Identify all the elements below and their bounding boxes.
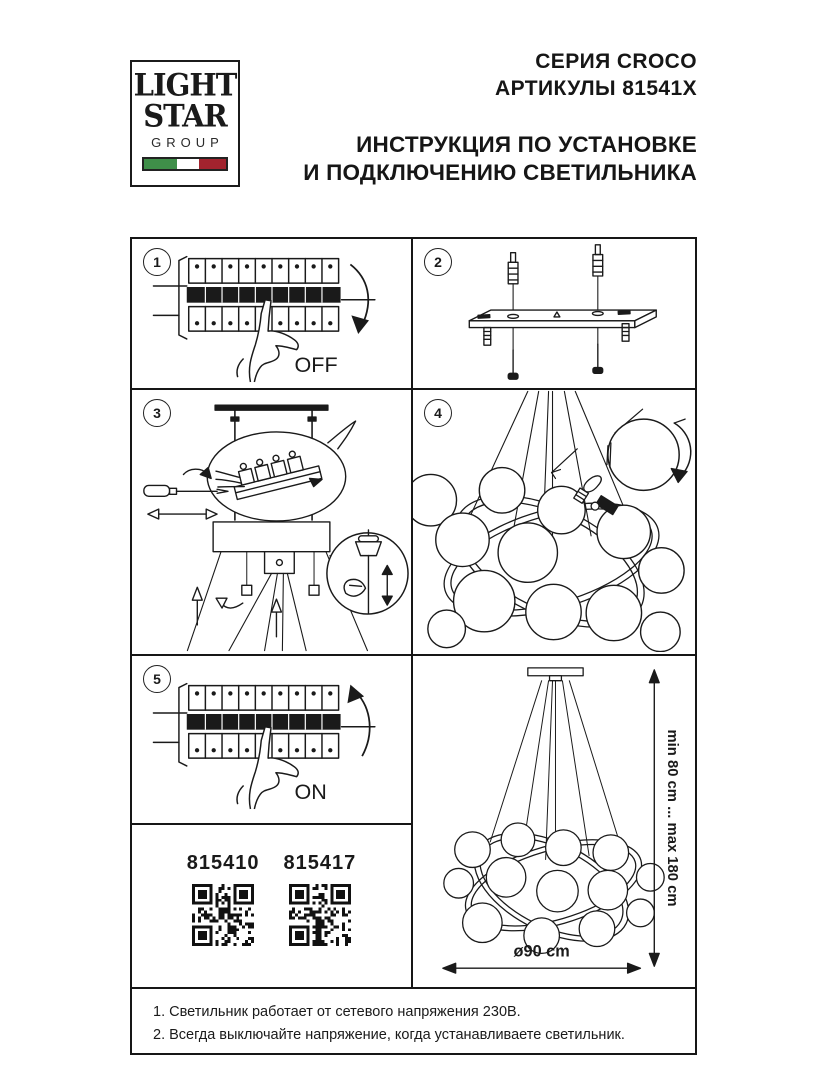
header-block (303, 48, 697, 187)
footnote-1: 1. Светильник работает от сетевого напряжения 230В. (153, 1004, 521, 1020)
doc-title-line1: ИНСТРУКЦИЯ ПО УСТАНОВКЕ (356, 132, 697, 157)
qr-panel (132, 825, 413, 987)
doc-title-line2: И ПОДКЛЮЧЕНИЮ СВЕТИЛЬНИКА (303, 160, 697, 185)
article-number-815417: 815417 (283, 852, 357, 874)
qr-code-815410 (192, 884, 254, 946)
article-number-815410: 815410 (186, 852, 260, 874)
hanging-stud-left (484, 328, 491, 346)
step-5-panel (132, 656, 413, 825)
glass-globes (413, 468, 684, 652)
steps-grid (130, 237, 697, 989)
qr-code-815417 (289, 884, 351, 946)
globe-detail (607, 419, 691, 490)
wall-anchor-right (593, 245, 603, 276)
mounting-bracket-diagram (414, 239, 694, 387)
wall-anchor-left (508, 253, 518, 284)
canopy-wiring-diagram (132, 390, 411, 652)
footnote-2: 2. Всегда выключайте напряжение, когда устанавливаете светильник. (153, 1027, 625, 1043)
breaker-toggle-row (186, 714, 340, 730)
logo-word-group: GROUP (151, 135, 224, 150)
terminal-block-callout (207, 421, 355, 521)
articles-title: АРТИКУЛЫ 81541X (495, 77, 697, 100)
off-label: OFF (294, 352, 338, 378)
pointing-hand-icon (249, 727, 298, 809)
ceiling-plate (528, 668, 583, 681)
step-3-panel (132, 390, 413, 656)
step-4-badge: 4 (424, 399, 452, 427)
lightstar-logo (130, 60, 240, 187)
pointing-hand-icon (249, 300, 298, 382)
diameter-dimension (443, 963, 641, 973)
footnotes-box (130, 987, 697, 1055)
qr-right-column (284, 852, 357, 946)
ceiling-rail (215, 405, 328, 410)
qr-left-column (187, 852, 260, 946)
breaker-toggle-row (186, 287, 340, 303)
step-5-badge: 5 (143, 665, 171, 693)
screw-right (593, 344, 603, 373)
dimensions-diagram (413, 656, 695, 987)
on-label: ON (294, 779, 327, 805)
step-3-badge: 3 (143, 399, 171, 427)
ceiling-canopy (213, 522, 330, 573)
diameter-label: ø90 cm (513, 942, 570, 961)
screw-left (508, 350, 518, 379)
curved-arrow-up-icon (347, 685, 369, 757)
lamp-socket (591, 496, 618, 515)
glass-globes (444, 823, 664, 953)
flag-red-stripe (199, 159, 226, 169)
italy-flag-icon (142, 157, 228, 171)
logo-word-light: LIGHT (133, 67, 237, 103)
series-title: СЕРИЯ CROCO (535, 50, 697, 73)
flag-white-stripe (177, 159, 199, 169)
breaker-on-diagram (147, 666, 397, 811)
logo-word-star: STAR (143, 98, 227, 134)
step-4-panel (413, 390, 695, 656)
globe-installation-diagram (413, 390, 695, 652)
breaker-off-diagram (147, 239, 397, 384)
dimensions-panel (413, 656, 695, 987)
height-range-label: min 80 cm ... max 180 cm (664, 729, 681, 907)
step-1-badge: 1 (143, 248, 171, 276)
flag-green-stripe (144, 159, 177, 169)
cable-lock-callout (327, 530, 408, 614)
step-1-panel (132, 239, 413, 390)
step-2-panel (413, 239, 695, 390)
step-2-badge: 2 (424, 248, 452, 276)
